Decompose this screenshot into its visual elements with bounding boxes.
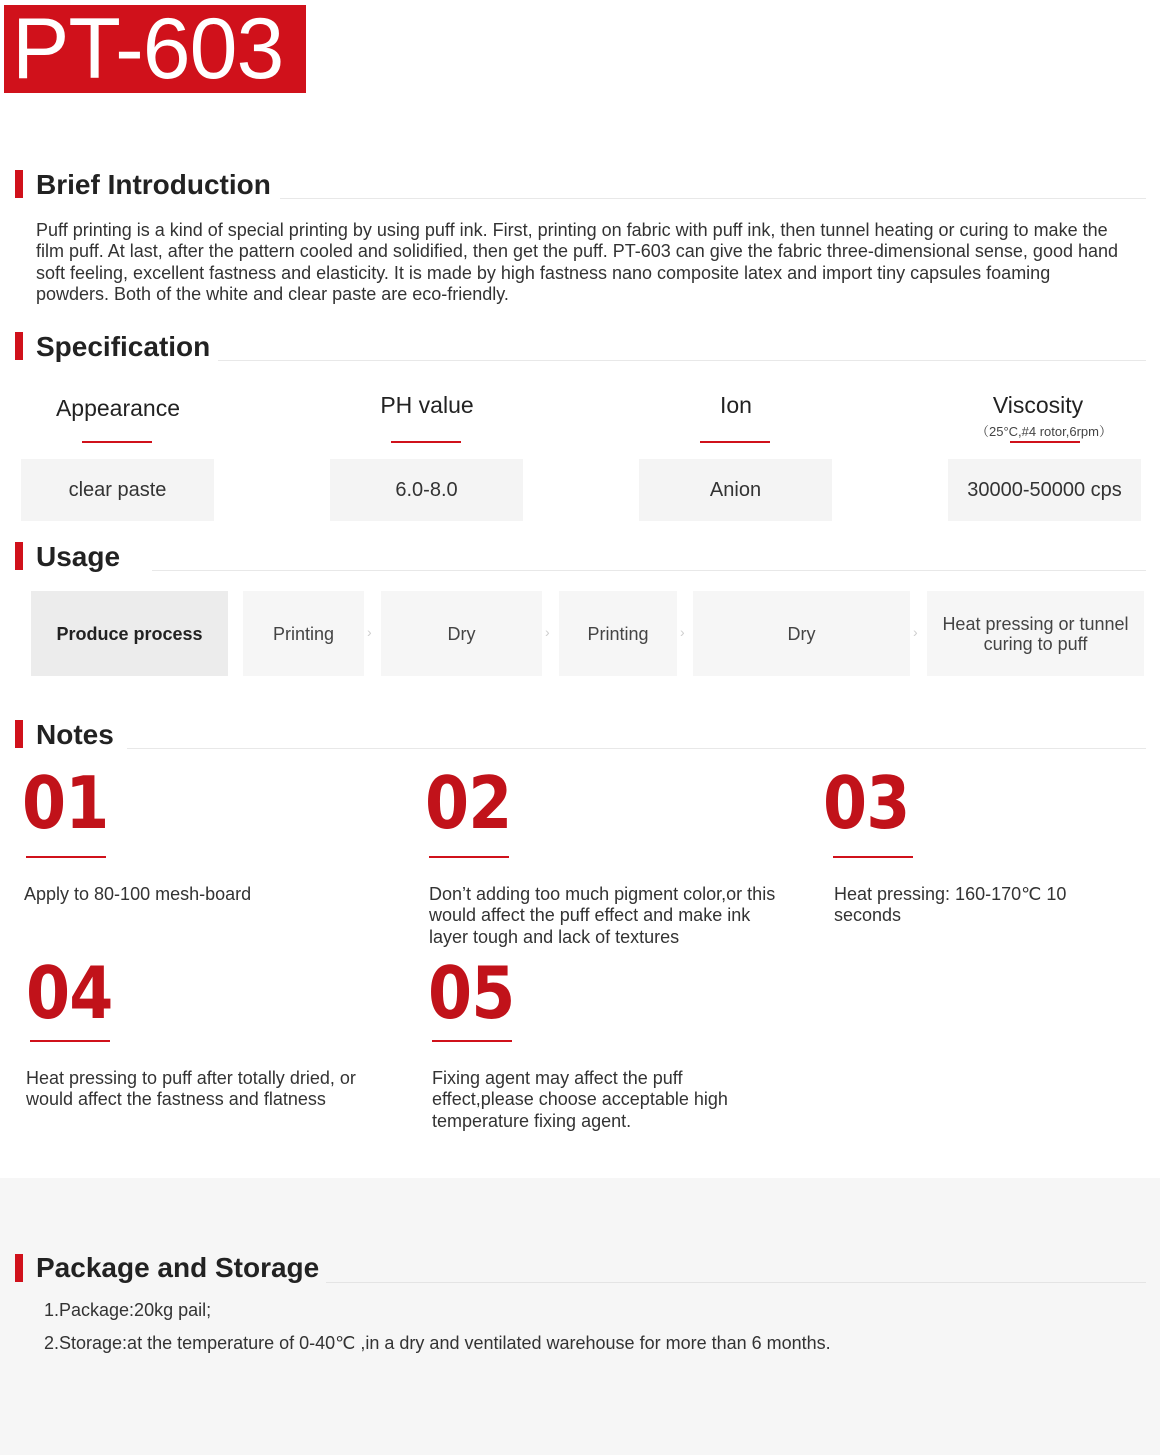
note-underline <box>30 1040 110 1042</box>
usage-step-printing: Printing <box>559 591 677 676</box>
chevron-right-icon: › <box>367 624 372 640</box>
note-number: 03 <box>823 761 910 845</box>
note-text: Heat pressing to puff after totally dried, or would affect the fastness and flatness <box>26 1068 356 1110</box>
spec-underline <box>391 441 461 443</box>
spec-label-appearance: Appearance <box>55 395 181 421</box>
section-title-package: Package and Storage <box>36 1252 320 1283</box>
spec-value-appearance: clear paste <box>21 459 214 521</box>
section-marker <box>15 542 23 570</box>
usage-step-produce-process: Produce process <box>31 591 228 676</box>
spec-underline <box>700 441 770 443</box>
spec-underline <box>1010 441 1080 443</box>
usage-step-heat-pressing: Heat pressing or tunnel curing to puff <box>927 591 1144 676</box>
section-divider <box>127 748 1146 749</box>
note-text: Don’t adding too much pigment color,or this would affect the puff effect and make ink layer tough and lack of textures <box>429 884 776 947</box>
chevron-right-icon: › <box>913 624 918 640</box>
section-divider <box>280 198 1146 199</box>
storage-line: 2.Storage:at the temperature of 0-40℃ ,in a dry and ventilated warehouse for more than 6 months. <box>44 1333 831 1353</box>
spec-underline <box>82 441 152 443</box>
intro-paragraph: Puff printing is a kind of special printing by using puff ink. First, printing on fabric with puff ink, then tunnel heating or curing to make the film puff. At last, after the pattern cooled and solidified, then get the puff. PT-603 can give the fabric three-dimensional sense, good hand soft feeling, excellent fastness and elasticity. It is made by high fastness nano composite latex and import tiny capsules foaming powders. Both of the white and clear paste are eco-friendly. <box>36 220 1119 304</box>
section-marker <box>15 1254 23 1282</box>
note-underline <box>833 856 913 858</box>
note-number: 01 <box>22 761 109 845</box>
section-marker <box>15 332 23 360</box>
note-underline <box>26 856 106 858</box>
chevron-right-icon: › <box>680 624 685 640</box>
section-marker <box>15 170 23 198</box>
note-underline <box>429 856 509 858</box>
spec-label-viscosity: Viscosity <box>992 392 1084 418</box>
note-number: 04 <box>26 951 113 1035</box>
usage-step-dry: Dry <box>693 591 910 676</box>
usage-step-dry: Dry <box>381 591 542 676</box>
note-underline <box>432 1040 512 1042</box>
section-title-usage: Usage <box>36 541 121 572</box>
section-marker <box>15 720 23 748</box>
section-title-intro: Brief Introduction <box>36 169 271 200</box>
spec-sub-viscosity: （25°C,#4 rotor,6rpm） <box>976 424 1112 439</box>
note-number: 02 <box>425 761 512 845</box>
note-text: Heat pressing: 160-170℃ 10 seconds <box>834 884 1067 926</box>
spec-label-ph: PH value <box>380 392 474 418</box>
note-text: Apply to 80-100 mesh-board <box>24 884 252 904</box>
chevron-right-icon: › <box>545 624 550 640</box>
spec-value-viscosity: 30000-50000 cps <box>948 459 1141 521</box>
spec-value-ph: 6.0-8.0 <box>330 459 523 521</box>
section-title-notes: Notes <box>36 719 114 750</box>
usage-step-printing: Printing <box>243 591 364 676</box>
spec-label-ion: Ion <box>720 392 752 418</box>
note-text: Fixing agent may affect the puff effect,please choose acceptable high temperature fixing agent. <box>432 1068 728 1131</box>
note-number: 05 <box>428 951 515 1035</box>
section-divider <box>152 570 1146 571</box>
spec-value-ion: Anion <box>639 459 832 521</box>
section-title-spec: Specification <box>36 331 211 362</box>
section-divider <box>218 360 1146 361</box>
package-line: 1.Package:20kg pail; <box>44 1300 212 1320</box>
section-divider <box>326 1282 1146 1283</box>
product-code-badge: PT-603 <box>4 5 306 93</box>
